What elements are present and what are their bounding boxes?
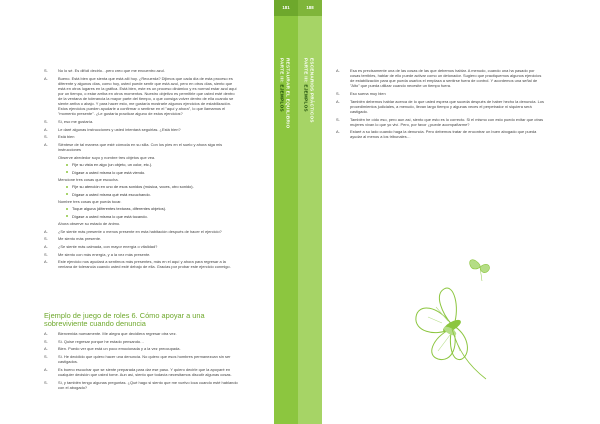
bullet-text: Dígase a usted misma lo que está tocando. [72, 213, 148, 219]
dialog-text: Bueno. Está bien que sienta que está allí hoy. ¿Recuerda? Dijimos que cada día de esta proceso es diferente y algunos días, como hoy, usted puede sentir que está azul, pero en otros días, siento que está en otros lugares en la gráfica. Está bien, este es un proceso dinámico y es normal estar azul aquí por un tiempo, o estar arriba en otros momentos. Nuestro objetivo es permitirle que usted esté dentro de la ventana de tolerancia la mayor parte del tiempo, o que consiga volver dentro de ella cuando se siente arriba o abajo. Y para hacer esto, me gustaría mostrarle algunos ejercicios de estabilización. Estos ejercicios pueden ayudarle a confirmar o sentirse en el "aquí y ahora", lo que llamamos el "momento presente". ¿Le gustaría practicar alguno de estos ejercicios? [58, 75, 237, 117]
speaker-label: S. [336, 90, 340, 96]
speaker-label: A. [44, 75, 48, 81]
dialog-row [0, 380, 274, 390]
dialog-text: Sí, y también tengo algunas preguntas. ¿Qué hago si siento que me vuelvo loca cuando esté hablando con el abogado? [58, 379, 238, 390]
exercise-bullet [0, 214, 274, 219]
dialog-row [0, 68, 274, 73]
dialog-text: Esa es precisamente una de las cosas de las que debemos hablar. A menudo, cuando una ha pasado por cosas terribles, hablar de ello puede activar como un detonador. Sugiero que practiquemos algunos ejercicios de estabilización para que pueda usarlos el emplaza a sentirse fuera de control. Y acordemos una señal de "Alto" que pueda utilizar cuando necesite un tiempo fuera. [350, 68, 542, 89]
dialog-row [322, 91, 600, 96]
speaker-label: A. [44, 259, 48, 265]
dialog-row [0, 346, 274, 351]
speaker-label: A. [44, 243, 48, 249]
exercise-bullet [0, 184, 274, 189]
spine-part-highlight: EJEMPLOS [279, 84, 285, 112]
speaker-label: A. [44, 366, 48, 372]
spine-right [298, 0, 322, 424]
spine-part-label: PARTE III: [279, 58, 285, 85]
dialog-text: Está bien [58, 134, 75, 140]
dialog-row [0, 244, 274, 249]
dialog-text: Eso suena muy bien [350, 90, 386, 96]
exercise-bullet [0, 170, 274, 175]
bullet-text: Toque alguna (diferentes texturas, diferentes objetos). [72, 206, 167, 212]
dialog-row [322, 129, 600, 139]
page-number-right: 188 [306, 5, 314, 10]
dialog-block-1 [0, 68, 274, 272]
dialog-row [322, 117, 600, 127]
spine-text-left [279, 58, 290, 129]
speaker-label: S. [44, 354, 48, 360]
bullet-text: Fije su atención en uno de esos sonidos (música, voces, otro sonido). [72, 184, 194, 190]
dialog-text: Estaré a su lado cuando haga la denuncia. Pero debemos tratar de encontrar un buen abogado que pueda ayudar al menos a los tribunales… [350, 129, 537, 140]
speaker-label: A. [44, 331, 48, 336]
dialog-row [0, 331, 274, 336]
exercise-instruction: Ahora observe su estado de ánimo. [58, 221, 121, 227]
bullet-dot-icon [66, 186, 68, 188]
exercise-instruction: Mencione tres cosas que escucha. [58, 176, 119, 182]
exercise-instruction: Nombre tres cosas que pueda tocar. [58, 198, 122, 204]
dialog-row [0, 142, 274, 152]
dialog-block-3 [0, 331, 274, 392]
spine-part-label: PARTE III: [303, 58, 309, 85]
dialog-row [0, 236, 274, 241]
dialog-text: También he oído eso, pero aun así, siento que esto es lo correcto. Si el mismo con esto puedo evitar que otras mujeres vivan lo que yo viví. Pero, por favor ¿puede acompañarme? [350, 116, 544, 127]
bullet-dot-icon [66, 171, 68, 173]
dialog-row [0, 76, 274, 117]
dialog-text: Sí. Quise regresar porque he estado pensando… [58, 338, 145, 344]
dialog-row [0, 127, 274, 132]
speaker-label: A. [44, 346, 48, 352]
dialog-row [0, 229, 274, 234]
vine-stem [452, 329, 486, 379]
dialog-row [0, 252, 274, 257]
dialog-text: Este ejercicio nos ayudará a sentirnos más presentes, más en el aquí y ahora para regresar a la ventana de tolerancia cuando usted esté debajo de ella. Gracias por probar este ejercicio conmigo. [58, 259, 231, 270]
spine-title: ESCENARIOS PRÁCTICOS [309, 58, 315, 123]
dialog-text: ¿Se siente más calmada, con mayor energía o vitalidad? [58, 243, 158, 249]
speaker-label: S. [44, 236, 48, 242]
exercise-bullet [0, 192, 274, 197]
right-dialog-block [322, 68, 600, 142]
speaker-label: S. [44, 68, 48, 73]
speaker-label: A. [44, 126, 48, 132]
speaker-label: A. [44, 228, 48, 234]
bullet-dot-icon [66, 164, 68, 166]
dialog-row [0, 367, 274, 377]
exercise-bullet [0, 206, 274, 211]
bullet-text: Dígase a usted misma qué está escuchando. [72, 191, 151, 197]
speaker-label: A. [44, 142, 48, 148]
dialog-text: Sí, eso me gustaría. [58, 119, 94, 125]
dialog-row [0, 259, 274, 269]
spine-left [274, 0, 298, 424]
speaker-label: A. [336, 68, 340, 73]
dialog-text: Me siento más presente. [58, 236, 102, 242]
dialog-text: Me siento con más energía, y a la vez más presente. [58, 251, 151, 257]
speaker-label: S. [44, 379, 48, 385]
dialog-text: Sí. He decidido que quiero hacer una denuncia. No quiero que esos hombres permanezcan sin ser castigados. [58, 354, 231, 365]
speaker-label: S. [44, 251, 48, 257]
exercise-instruction: Observe alrededor suyo y nombre tres objetos que vea. [58, 154, 156, 160]
dialog-text: Bien. Puedo ver que está un poco emocionada y a la vez preocupada. [58, 346, 181, 352]
dialog-text: Le daré algunas instrucciones y usted intentará seguirlas. ¿Está bien? [58, 126, 181, 132]
dialog-row [0, 339, 274, 344]
spine-title: RESTAURAR EL EQUILIBRIO [285, 58, 291, 129]
bullet-dot-icon [66, 215, 68, 217]
spine-text-right [303, 58, 314, 123]
dialog-text: ¿Se siente más presente o menos presente en esta habitación después de hacer el ejercicio? [58, 228, 222, 234]
dialog-row [0, 119, 274, 124]
bullet-text: Fije su vista en algo (un objeto, un color, etc.). [72, 162, 153, 168]
bullet-text: Dígase a usted misma lo que está viendo. [72, 169, 146, 175]
dialog-text: Bienvenida nuevamente. Me alegra que decidiera regresar otra vez. [58, 331, 177, 336]
dialog-text: No lo sé. Es difícil decirlo…pero creo que me encuentro azul. [58, 68, 165, 73]
exercise-bullet [0, 162, 274, 167]
dialog-row [322, 99, 600, 114]
speaker-label: S. [44, 119, 48, 125]
speaker-label: S. [336, 116, 340, 122]
dialog-row [0, 354, 274, 364]
dialog-row [322, 68, 600, 88]
dialog-text: Siéntese de tal manera que esté cómoda en su silla. Con los pies en el suelo y ahora siga mis instrucciones [58, 142, 223, 153]
speaker-label: A. [336, 129, 340, 135]
section-title: Ejemplo de juego de roles 6. Cómo apoyar a una sobreviviente cuando denuncia [44, 311, 205, 329]
dialog-text: Es bueno escuchar que se siente preparada para dar ese paso. Y quiero decirle que la apoyaré en cualquier decisión que usted tome. Aun así, siento que todavía necesitamos discutir algunas cosas. [58, 366, 232, 377]
butterfly-small-icon [470, 260, 490, 281]
left-page [0, 0, 274, 424]
speaker-label: S. [44, 134, 48, 140]
spine-part-highlight: EJEMPLOS [303, 84, 309, 112]
butterfly-illustration [408, 255, 498, 385]
bullet-dot-icon [66, 193, 68, 195]
dialog-text: También debemos hablar acerca de lo que usted espera que suceda después de haber hecho la denuncia. Los procedimientos judiciales, a menudo, llevan largo tiempo y algunas veces el perpetrador ni siquiera será castigado. [350, 98, 544, 114]
page-number-left: 181 [282, 5, 290, 10]
speaker-label: A. [336, 98, 340, 104]
bullet-dot-icon [66, 208, 68, 210]
speaker-label: S. [44, 338, 48, 344]
dialog-row [0, 134, 274, 139]
